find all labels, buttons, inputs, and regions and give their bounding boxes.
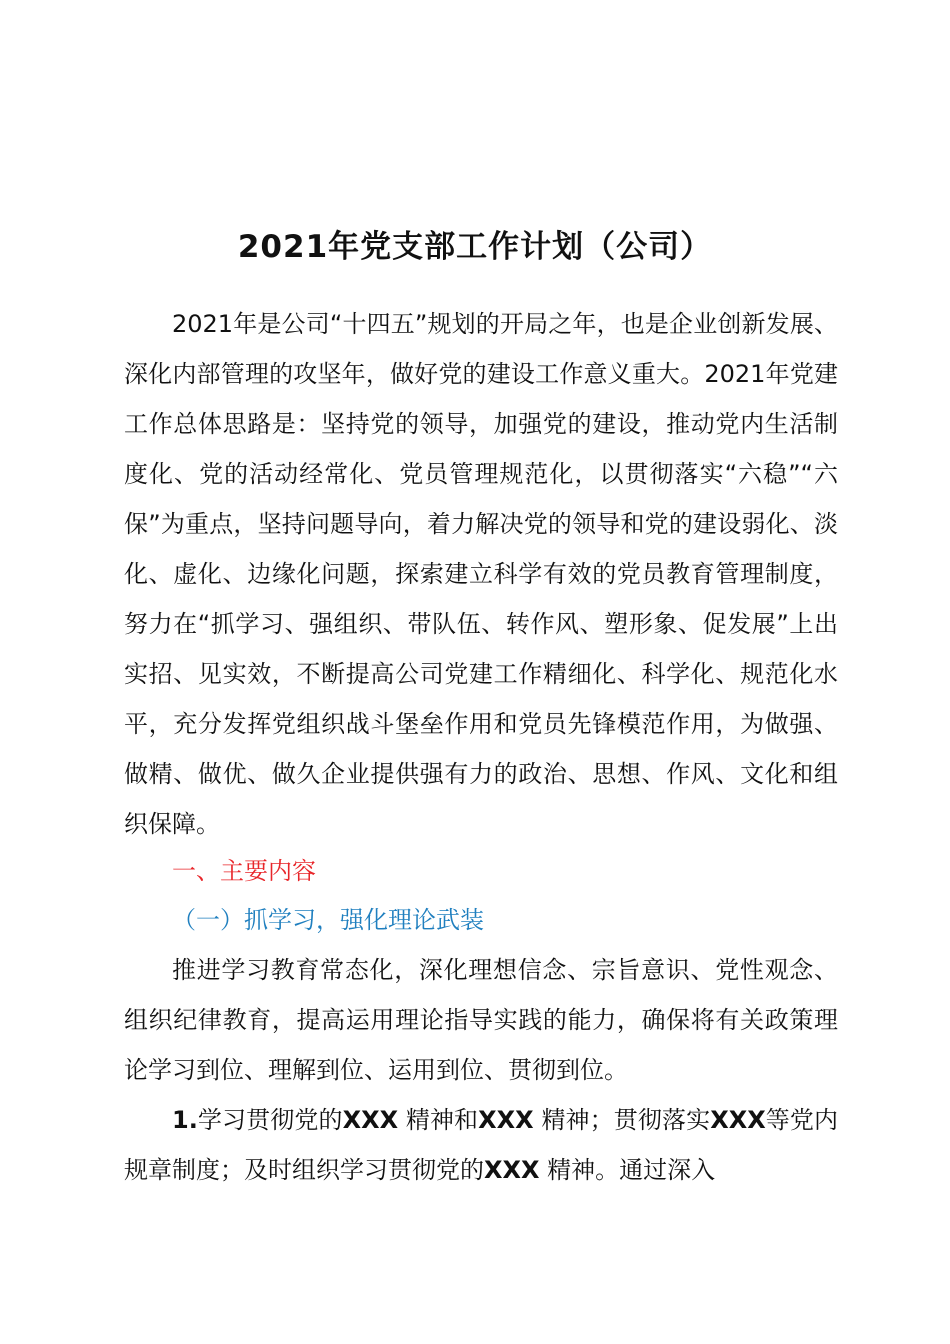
- placeholder-xxx: XXX: [478, 1106, 534, 1134]
- study-paragraph: 推进学习教育常态化，深化理想信念、宗旨意识、党性观念、组织纪律教育，提高运用理论指导实践的能力，确保将有关政策理论学习到位、理解到位、运用到位、贯彻到位。: [124, 956, 838, 1084]
- intro-paragraph: 2021年是公司“十四五”规划的开局之年，也是企业创新发展、深化内部管理的攻坚年，做好党的建设工作意义重大。2021年党建工作总体思路是：坚持党的领导，加强党的建设，推动党内生活制度化、党的活动经常化、党员管理规范化，以贯彻落实“六稳”“六保”为重点，坚持问题导向，着力解决党的领导和党的建设弱化、淡化、虚化、边缘化问题，探索建立科学有效的党员教育管理制度，努力在“抓学习、强组织、带队伍、转作风、塑形象、促发展”上出实招、见实效，不断提高公司党建工作精细化、科学化、规范化水平，充分发挥党组织战斗堡垒作用和党员先锋模范作用，为做强、做精、做优、做久企业提供强有力的政治、思想、作风、文化和组织保障。: [124, 310, 838, 838]
- placeholder-xxx: XXX: [710, 1106, 766, 1134]
- placeholder-xxx: XXX: [484, 1156, 540, 1184]
- item-text-segment: 精神；贯彻落实: [541, 1106, 711, 1134]
- document-title: 2021年党支部工作计划（公司）: [237, 229, 713, 265]
- subsection-heading-study: （一）抓学习，强化理论武装: [172, 906, 484, 934]
- item-1-paragraph: [124, 1095, 838, 1195]
- item-text-segment: 精神。通过深入: [547, 1156, 716, 1184]
- item-text-segment: 学习贯彻党的: [197, 1106, 343, 1134]
- item-text-segment: 精神和: [405, 1106, 479, 1134]
- placeholder-xxx: XXX: [342, 1106, 399, 1134]
- item-text-segment: 等党内规章制度；及时组织学习贯彻党的: [124, 1106, 839, 1184]
- item-number: 1.: [172, 1106, 198, 1134]
- section-heading-main-content: 一、主要内容: [172, 857, 316, 885]
